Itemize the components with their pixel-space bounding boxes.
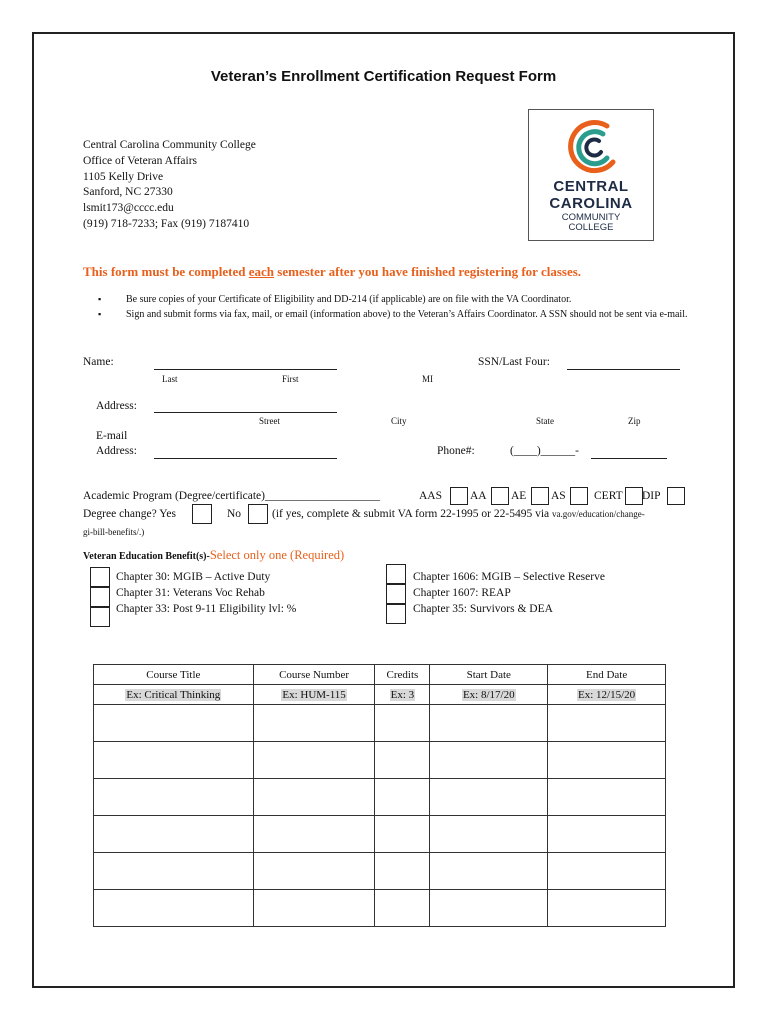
example-row <box>94 685 666 705</box>
address-line: Office of Veteran Affairs <box>83 154 198 167</box>
degree-change-yes-checkbox[interactable] <box>192 504 212 524</box>
chapter-1607-checkbox[interactable] <box>386 584 406 604</box>
degree-change-label: Degree change? Yes <box>83 508 176 520</box>
phone-input-line[interactable] <box>591 458 667 459</box>
chapter-30-checkbox[interactable] <box>90 567 110 587</box>
instruction-item: ▪ Sign and submit forms via fax, mail, or email (information above) to the Veteran’s Affairs Coordinator. A SSN should not be sent via e-mail. <box>96 307 696 322</box>
table-cell[interactable] <box>253 779 375 816</box>
table-cell[interactable] <box>548 890 666 927</box>
table-row <box>94 890 666 927</box>
addr-state-caption: State <box>536 416 554 426</box>
course-table <box>93 664 666 927</box>
table-row <box>94 779 666 816</box>
header-start-date: Start Date <box>430 665 548 685</box>
name-first-caption: First <box>282 374 299 384</box>
table-cell[interactable] <box>94 779 254 816</box>
option-dip-checkbox[interactable] <box>667 487 685 505</box>
example-text: Ex: 3 <box>390 688 415 701</box>
table-cell[interactable] <box>253 742 375 779</box>
table-cell[interactable] <box>253 705 375 742</box>
option-aa-label: AA <box>470 490 487 502</box>
name-mi-caption: MI <box>422 374 433 384</box>
option-ae-label: AE <box>511 490 527 502</box>
phone-format: (____)______- <box>510 445 579 457</box>
logo-text: COMMUNITY <box>561 212 621 223</box>
table-cell[interactable] <box>94 890 254 927</box>
logo-text: CAROLINA <box>549 195 633 212</box>
chapter-1606-checkbox[interactable] <box>386 564 406 584</box>
option-aas-checkbox[interactable] <box>450 487 468 505</box>
table-cell[interactable] <box>94 816 254 853</box>
notice-emphasis: each <box>248 264 275 279</box>
table-row <box>94 705 666 742</box>
completion-notice <box>83 264 581 280</box>
name-label: Name: <box>83 356 114 368</box>
degree-change-no-checkbox[interactable] <box>248 504 268 524</box>
table-header-row <box>94 665 666 685</box>
option-cert-label: CERT <box>594 490 623 502</box>
logo-text: CENTRAL <box>553 178 629 195</box>
address-line: lsmit173@cccc.edu <box>83 202 174 215</box>
name-last-caption: Last <box>162 374 178 384</box>
header-end-date: End Date <box>548 665 666 685</box>
form-page <box>32 32 735 988</box>
college-logo <box>528 109 654 241</box>
table-cell[interactable] <box>430 890 548 927</box>
option-as-checkbox[interactable] <box>570 487 588 505</box>
address-input-line[interactable] <box>154 412 337 413</box>
table-cell[interactable] <box>375 853 430 890</box>
chapter-33-label: Chapter 33: Post 9-11 Eligibility lvl: % <box>116 603 297 615</box>
example-text: Ex: 8/17/20 <box>462 688 515 701</box>
table-cell[interactable] <box>375 705 430 742</box>
table-cell[interactable] <box>548 742 666 779</box>
header-course-number: Course Number <box>253 665 375 685</box>
benefits-heading <box>83 548 344 563</box>
notice-text: This form must be completed <box>83 264 249 279</box>
address-label: Address: <box>96 400 137 412</box>
form-title: Veteran’s Enrollment Certification Request Form <box>210 68 557 85</box>
logo-arcs-icon <box>563 118 621 176</box>
phone-label: Phone#: <box>437 445 475 457</box>
table-cell[interactable] <box>375 816 430 853</box>
email-label: E-mail <box>96 430 128 442</box>
table-cell[interactable] <box>94 742 254 779</box>
addr-city-caption: City <box>391 416 407 426</box>
table-cell[interactable] <box>548 816 666 853</box>
table-cell[interactable] <box>548 779 666 816</box>
chapter-33-checkbox[interactable] <box>90 607 110 627</box>
option-dip-label: DIP <box>642 490 661 502</box>
header-credits: Credits <box>375 665 430 685</box>
address-line: Central Carolina Community College <box>83 139 256 151</box>
name-input-line[interactable] <box>154 369 337 370</box>
option-cert-checkbox[interactable] <box>625 487 643 505</box>
example-text: Ex: Critical Thinking <box>126 688 221 701</box>
table-row <box>94 742 666 779</box>
table-cell[interactable] <box>375 742 430 779</box>
example-cell <box>430 685 548 705</box>
chapter-1606-label: Chapter 1606: MGIB – Selective Reserve <box>413 571 605 583</box>
table-cell[interactable] <box>94 853 254 890</box>
table-cell[interactable] <box>430 705 548 742</box>
example-text: Ex: HUM-115 <box>282 688 346 701</box>
option-ae-checkbox[interactable] <box>531 487 549 505</box>
table-row <box>94 816 666 853</box>
instruction-item: ▪ Be sure copies of your Certificate of Eligibility and DD-214 (if applicable) are on file with the VA Coordinator. <box>96 292 696 307</box>
table-cell[interactable] <box>253 853 375 890</box>
table-cell[interactable] <box>430 816 548 853</box>
table-cell[interactable] <box>94 705 254 742</box>
option-as-label: AS <box>551 490 566 502</box>
address-line: (919) 718-7233; Fax (919) 7187410 <box>83 217 250 230</box>
table-cell[interactable] <box>430 853 548 890</box>
va-link[interactable]: va.gov/education/change- <box>552 509 645 519</box>
chapter-35-checkbox[interactable] <box>386 604 406 624</box>
table-cell[interactable] <box>375 890 430 927</box>
address-line: Sanford, NC 27330 <box>83 186 173 199</box>
example-text: Ex: 12/15/20 <box>578 688 636 701</box>
option-aas-label: AAS <box>419 490 443 502</box>
option-aa-checkbox[interactable] <box>491 487 509 505</box>
table-cell[interactable] <box>548 705 666 742</box>
address-line: 1105 Kelly Drive <box>83 170 164 183</box>
ssn-label: SSN/Last Four: <box>478 356 550 368</box>
college-address-block <box>83 138 256 233</box>
email-input-line[interactable] <box>154 458 337 459</box>
addr-street-caption: Street <box>259 416 280 426</box>
example-cell <box>253 685 375 705</box>
header-course-title: Course Title <box>94 665 254 685</box>
degree-change-no-label: No <box>227 508 242 520</box>
example-cell <box>375 685 430 705</box>
notice-text: semester after you have finished registering for classes. <box>274 264 582 279</box>
table-cell[interactable] <box>430 779 548 816</box>
chapter-30-label: Chapter 30: MGIB – Active Duty <box>116 571 271 583</box>
table-row <box>94 853 666 890</box>
program-label: Academic Program (Degree/certificate)____________________ <box>83 490 380 502</box>
va-link-continued[interactable]: gi-bill-benefits/.) <box>83 527 145 537</box>
logo-text: COLLEGE <box>568 222 614 233</box>
benefits-instruction: Select only one (Required) <box>209 548 345 562</box>
chapter-31-label: Chapter 31: Veterans Voc Rehab <box>116 587 265 599</box>
example-cell <box>94 685 254 705</box>
table-cell[interactable] <box>375 779 430 816</box>
chapter-31-checkbox[interactable] <box>90 587 110 607</box>
ssn-input-line[interactable] <box>567 369 680 370</box>
chapter-1607-label: Chapter 1607: REAP <box>413 587 511 599</box>
table-cell[interactable] <box>548 853 666 890</box>
degree-change-note <box>272 508 645 520</box>
instructions-list <box>96 292 696 322</box>
table-cell[interactable] <box>253 890 375 927</box>
email-label: Address: <box>96 445 137 457</box>
table-cell[interactable] <box>253 816 375 853</box>
benefits-label: Veteran Education Benefit(s)- <box>83 551 210 562</box>
addr-zip-caption: Zip <box>628 416 641 426</box>
example-cell <box>548 685 666 705</box>
table-cell[interactable] <box>430 742 548 779</box>
chapter-35-label: Chapter 35: Survivors & DEA <box>413 603 553 615</box>
degree-change-note-text: (if yes, complete & submit VA form 22-1995 or 22-5495 via <box>272 508 553 520</box>
